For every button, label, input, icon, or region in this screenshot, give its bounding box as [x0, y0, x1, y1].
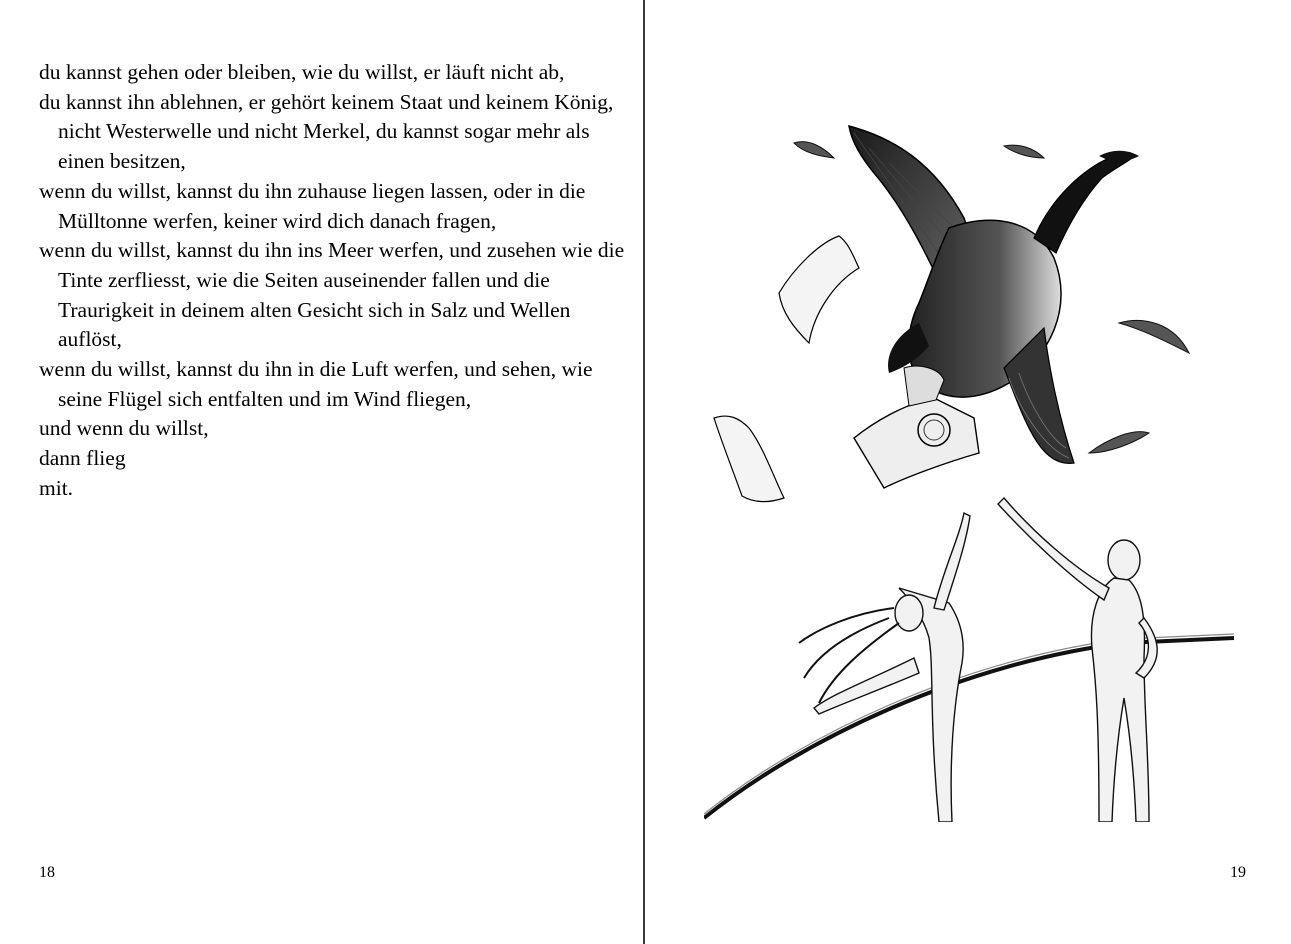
- poem-text: [39, 58, 629, 504]
- page-number-right: 19: [1230, 864, 1246, 881]
- goose-illustration: [704, 118, 1244, 822]
- flying-pages: [714, 236, 859, 502]
- poem-line: dann flieg: [39, 446, 126, 471]
- right-page: [646, 0, 1291, 944]
- poem-line: mit.: [39, 475, 74, 500]
- poem-line: wenn du willst, kannst du ihn ins Meer werfen, und zusehen wie die Tinte zerfliesst, wie die Seiten auseinender fallen und die Traurigkeit in deinem alten Gesicht sich in Salz und Wellen auflöst,: [39, 238, 625, 352]
- poem-line: wenn du willst, kannst du ihn in die Luft werfen, und sehen, wie seine Flügel sich entfalten und im Wind fliegen,: [39, 357, 593, 411]
- male-figure: [998, 498, 1157, 822]
- earth-arc: [704, 638, 1234, 818]
- left-page: [0, 0, 643, 944]
- poem-line: du kannst gehen oder bleiben, wie du willst, er läuft nicht ab,: [39, 60, 565, 84]
- page-number-left: 18: [39, 864, 55, 881]
- poem-line: wenn du willst, kannst du ihn zuhause liegen lassen, oder in die Mülltonne werfen, keiner wird dich danach fragen,: [39, 178, 586, 233]
- female-figure: [799, 513, 970, 822]
- poem-line: du kannst ihn ablehnen, er gehört keinem Staat und keinem König, nicht Westerwelle und nicht Merkel, du kannst sogar mehr als einen besitzen,: [39, 89, 614, 174]
- poem-line: und wenn du willst,: [39, 416, 209, 441]
- book-spine: [643, 0, 645, 944]
